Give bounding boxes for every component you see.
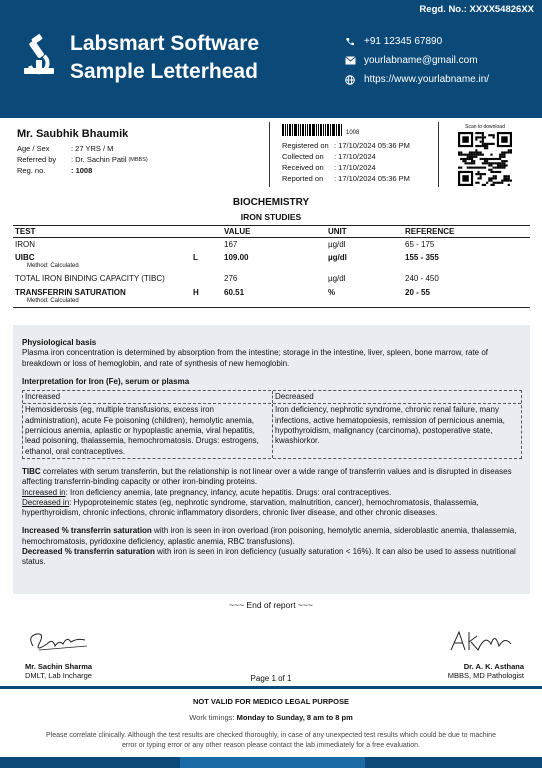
timing-label: Work timings:	[189, 713, 237, 722]
row-test: TOTAL IRON BINDING CAPACITY (TIBC)	[15, 274, 165, 283]
barcode-bar	[282, 124, 284, 136]
row-unit: µg/dl	[328, 253, 347, 262]
row-reference: 20 - 55	[405, 288, 430, 297]
globe-icon	[344, 74, 356, 86]
row-reference: 65 - 175	[405, 240, 435, 249]
increased-header: Increased	[25, 392, 61, 402]
table-row	[13, 286, 530, 308]
interpretation-box	[13, 325, 530, 594]
decreased-text: Iron deficiency, nephrotic syndrome, chronic renal failure, many infections, active hematopoiesis, remission of pernicious anemia, hypothyroidism, malignancy (carcinoma), postoperative state, kwashiorkor.	[272, 404, 521, 457]
disclaimer: Please correlate clinically. Although the test results are checked thoroughly, in case of any unexpected test results which could be due to machine error or typing error or any other reason please contact the lab immediately for a free evaluation.	[46, 732, 496, 749]
email-address[interactable]: yourlabname@gmail.com	[364, 55, 478, 66]
left-signatory-name: Mr. Sachin Sharma	[25, 662, 93, 671]
footer-band	[0, 757, 542, 768]
phone-number[interactable]: +91 12345 67890	[364, 36, 443, 47]
footer-rule	[0, 686, 542, 689]
department-title: BIOCHEMISTRY	[232, 197, 310, 208]
row-value: 60.51	[224, 288, 245, 297]
barcode-bar	[294, 124, 297, 136]
lab-brand	[70, 30, 259, 86]
email-row	[344, 51, 489, 70]
ts-decreased-bold: Decreased % transferrin saturation	[22, 547, 155, 557]
reg-label: Reg. no.	[17, 166, 46, 175]
panel-title: IRON STUDIES	[240, 212, 302, 222]
tibc-increased-label: Increased in	[22, 487, 66, 497]
basis-text: Plasma iron concentration is determined by absorption from the intestine; storage in the intestine, liver, spleen, bone marrow, rate of breakdown or loss of hemoglobin, and rate of synthesis of new hemoglobin.	[22, 348, 489, 368]
barcode-bar	[318, 124, 319, 136]
header-unit: UNIT	[328, 227, 347, 236]
qr-block	[452, 124, 518, 191]
table-row	[13, 251, 530, 272]
saturation-paragraph	[22, 526, 521, 567]
letterhead-header	[0, 0, 542, 118]
interp-header-row	[23, 391, 521, 404]
tibc-decreased-label: Decreased in	[22, 497, 70, 507]
barcode-bar	[316, 124, 317, 136]
barcode	[282, 124, 410, 136]
barcode-bar	[336, 124, 337, 136]
sample-dates	[282, 124, 410, 184]
tibc-decreased-text: : Hypoproteinemic states (eg, nephrotic syndrome, starvation, malnutrition, cancer), hemochromatosis, thalassemia, hyperthyroidism, chronic infections, chronic inflammatory disorders, chronic liver disease, and other chronic diseases.	[22, 497, 479, 518]
contact-info	[344, 32, 489, 89]
left-signatory-role: DMLT, Lab Incharge	[25, 671, 92, 680]
qr-code-icon[interactable]	[458, 132, 512, 186]
row-method: Method: Calculated	[27, 298, 79, 304]
header-test: TEST	[15, 227, 36, 236]
interpretation-table	[22, 390, 522, 459]
row-unit: µg/dl	[328, 274, 346, 283]
barcode-bar	[341, 124, 342, 136]
table-row	[13, 238, 530, 251]
website-link[interactable]: https://www.yourlabname.in/	[364, 74, 490, 85]
reported-value: : 17/10/2024 05:36 PM	[334, 174, 410, 183]
row-flag: L	[193, 253, 198, 262]
interp-body-row	[23, 404, 521, 457]
header-reference: REFERENCE	[405, 227, 455, 236]
age-sex-value: : 27 YRS / M	[71, 144, 114, 153]
barcode-bar	[287, 124, 288, 136]
barcode-bars	[282, 124, 343, 136]
registered-value: : 17/10/2024 05:36 PM	[334, 141, 410, 150]
phone-icon	[344, 36, 356, 48]
barcode-bar	[323, 124, 324, 136]
age-sex-label: Age / Sex	[17, 144, 50, 153]
work-timings	[0, 713, 542, 722]
ts-increased-bold: Increased % transferrin saturation	[22, 526, 152, 536]
barcode-bar	[289, 124, 291, 136]
barcode-bar	[292, 124, 293, 136]
referred-value: : Dr. Sachin Patil	[71, 155, 127, 164]
row-reference: 240 - 450	[405, 274, 439, 283]
barcode-bar	[298, 124, 299, 136]
age-sex-row	[17, 143, 148, 154]
divider-left	[269, 122, 270, 187]
row-flag: H	[193, 288, 199, 297]
basis-title: Physiological basis	[22, 338, 97, 347]
barcode-bar	[285, 124, 286, 136]
tibc-text: correlates with serum transferrin, but the relationship is not linear over a wide range of transferrin values and is disrupted in diseases affecting transferrin-binding capacity or other iron-binding proteins.	[22, 466, 512, 487]
not-valid-notice: NOT VALID FOR MEDICO LEGAL PURPOSE	[193, 697, 349, 706]
row-test-cell	[15, 288, 193, 304]
barcode-bar	[309, 124, 311, 136]
table-row	[13, 272, 530, 286]
registered-label: Registered on	[282, 141, 329, 150]
barcode-bar	[338, 124, 340, 136]
row-value: 167	[224, 240, 238, 249]
row-test: TRANSFERRIN SATURATION	[15, 288, 126, 297]
footer-band-segment	[180, 757, 365, 768]
reg-value: : 1008	[71, 166, 93, 175]
left-signature-icon	[25, 626, 115, 656]
barcode-bar	[320, 124, 322, 136]
patient-details	[17, 128, 148, 176]
page-number: Page 1 of 1	[250, 674, 292, 683]
barcode-bar	[327, 124, 329, 136]
brand-line-2: Sample Letterhead	[70, 60, 258, 83]
barcode-bar	[302, 124, 304, 136]
mail-icon	[344, 55, 356, 67]
registration-number: Regd. No.: XXXX54826XX	[419, 4, 534, 15]
row-unit: µg/dl	[328, 240, 346, 249]
barcode-bar	[312, 124, 315, 136]
collected-label: Collected on	[282, 152, 324, 161]
barcode-bar	[305, 124, 306, 136]
patient-name: Mr. Saubhik Bhaumik	[17, 128, 129, 140]
increased-text: Hemosiderosis (eg, multiple transfusions, excess iron administration), acute Fe poisoning (children), hemolytic anemia, pernicious anemia, aplastic or hypoplastic anemia, viral hepatitis, lead poisoning, thalassemia, hemochromatosis. Drugs: estrogens, ethanol, oral contraceptives.	[25, 405, 259, 456]
decreased-header: Decreased	[272, 391, 521, 403]
barcode-bar	[300, 124, 301, 136]
results-table	[13, 225, 530, 308]
referred-suffix: (MBBS)	[128, 156, 148, 163]
divider-right	[438, 122, 439, 187]
brand-line-1: Labsmart Software	[70, 32, 260, 55]
row-test-cell	[15, 253, 193, 269]
tibc-increased-text: : Iron deficiency anemia, late pregnancy, infancy, acute hepatitis. Drugs: oral contraceptives.	[65, 487, 392, 497]
received-label: Received on	[282, 163, 324, 172]
ts-decreased-text: with iron is seen in iron deficiency (usually saturation < 16%). It can also be used to assess nutritional status.	[22, 547, 516, 567]
barcode-bar	[330, 124, 331, 136]
reported-label: Reported on	[282, 174, 324, 183]
ts-increased-text: with iron is seen in iron overload (iron poisoning, hemolytic anemia, sideroblastic anemia, thalassemia, hemochromatosis, pyridoxine deficiency, aplastic anemia, RBC transfusions).	[22, 526, 517, 546]
tibc-bold: TIBC	[22, 466, 41, 476]
phone-row	[344, 32, 489, 51]
table-header	[13, 225, 530, 238]
received-value: : 17/10/2024	[334, 163, 376, 172]
timing-value: Monday to Sunday, 8 am to 8 pm	[236, 713, 353, 722]
referred-label: Referred by	[17, 155, 57, 164]
interpretation-title: Interpretation for Iron (Fe), serum or plasma	[22, 376, 190, 386]
referred-row	[17, 154, 148, 165]
right-signature-icon	[445, 626, 525, 656]
row-value: 276	[224, 274, 238, 283]
row-value: 109.00	[224, 253, 249, 262]
row-unit: %	[328, 288, 336, 297]
right-signatory-role: MBBS, MD Pathologist	[447, 671, 524, 680]
right-signatory-name: Dr. A. K. Asthana	[463, 662, 524, 671]
website-row	[344, 70, 489, 89]
tibc-paragraph	[22, 467, 521, 518]
microscope-logo-icon	[22, 34, 56, 76]
qr-caption: Scan to download	[465, 124, 505, 130]
row-test: IRON	[15, 240, 35, 249]
reg-row	[17, 165, 148, 176]
barcode-bar	[325, 124, 326, 136]
header-value: VALUE	[224, 227, 251, 236]
row-test: UIBC	[15, 253, 35, 262]
end-of-report: ~~~ End of report ~~~	[229, 600, 313, 610]
barcode-number: 1008	[346, 130, 360, 136]
collected-value: : 17/10/2024	[334, 152, 376, 161]
barcode-bar	[332, 124, 335, 136]
row-reference: 155 - 355	[405, 253, 439, 262]
row-method: Method: Calculated	[27, 263, 79, 269]
barcode-bar	[307, 124, 308, 136]
